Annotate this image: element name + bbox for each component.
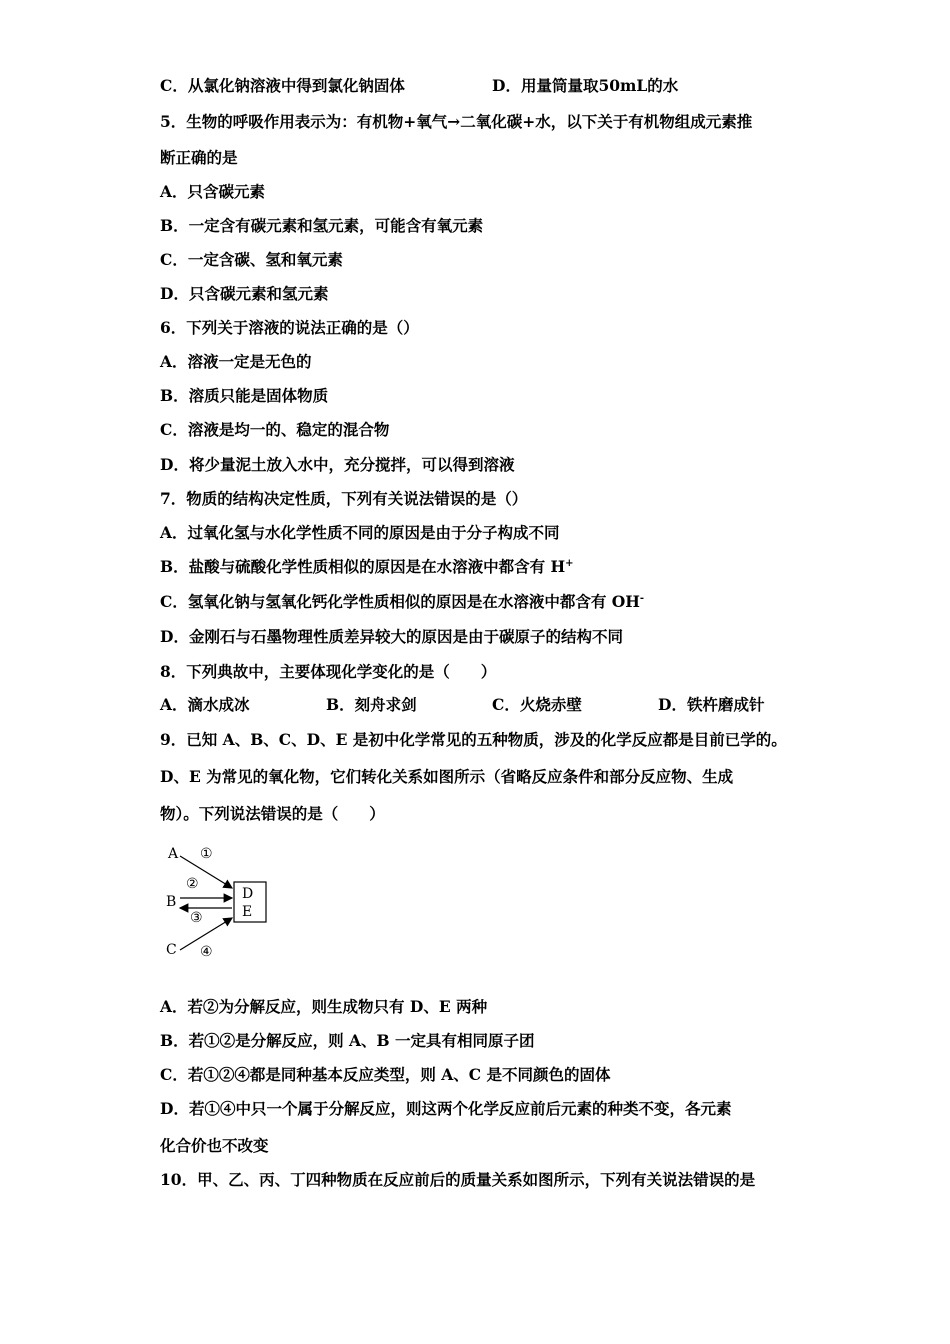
- node-e-label: E: [242, 904, 253, 920]
- q9-option-d-line2: 化合价也不改变: [160, 1136, 269, 1155]
- label-3: ③: [190, 910, 203, 926]
- q4-option-c: C．从氯化钠溶液中得到氯化钠固体: [160, 76, 405, 95]
- q9-reaction-diagram: [158, 840, 278, 970]
- q8-stem: 8．下列典故中，主要体现化学变化的是（ ）: [160, 662, 497, 681]
- q5-stem-line1: 5．生物的呼吸作用表示为：有机物+氧气→二氧化碳+水，以下关于有机物组成元素推: [160, 112, 753, 131]
- label-1: ①: [200, 846, 213, 862]
- node-c-label: C: [166, 942, 177, 958]
- q9-option-b: B．若①②是分解反应，则 A、B 一定具有相同原子团: [160, 1031, 535, 1050]
- q9-stem-line2: D、E 为常见的氧化物，它们转化关系如图所示（省略反应条件和部分反应物、生成: [160, 767, 734, 786]
- node-b-label: B: [166, 894, 177, 910]
- q7-option-c: [160, 592, 644, 612]
- q4-option-d: D．用量筒量取50mL的水: [492, 76, 679, 95]
- q7-stem: 7．物质的结构决定性质，下列有关说法错误的是（）: [160, 489, 528, 508]
- q7-option-d: D．金刚石与石墨物理性质差异较大的原因是由于碳原子的结构不同: [160, 627, 623, 646]
- q7-option-b: [160, 557, 574, 577]
- q8-option-d: D．铁杵磨成针: [658, 695, 765, 714]
- q5-option-b: B．一定含有碳元素和氢元素，可能含有氧元素: [160, 216, 484, 235]
- q8-option-c: C．火烧赤壁: [492, 695, 582, 714]
- q7-option-a: A．过氧化氢与水化学性质不同的原因是由于分子构成不同: [160, 523, 560, 542]
- q8-option-b: B．刻舟求剑: [326, 695, 417, 714]
- q7-option-c-text: C．氢氧化钠与氢氧化钙化学性质相似的原因是在水溶液中都含有 OH: [160, 592, 640, 611]
- q6-stem: 6．下列关于溶液的说法正确的是（）: [160, 318, 419, 337]
- q6-option-b: B．溶质只能是固体物质: [160, 386, 329, 405]
- q7-option-b-text: B．盐酸与硫酸化学性质相似的原因是在水溶液中都含有 H: [160, 557, 566, 576]
- q5-option-a: A．只含碳元素: [160, 182, 266, 201]
- q9-option-d: D．若①④中只一个属于分解反应，则这两个化学反应前后元素的种类不变，各元素: [160, 1099, 732, 1118]
- q6-option-a: A．溶液一定是无色的: [160, 352, 312, 371]
- node-a-label: A: [168, 846, 179, 862]
- q9-stem-line1: 9．已知 A、B、C、D、E 是初中化学常见的五种物质，涉及的化学反应都是目前已学的。: [160, 730, 787, 749]
- q7-option-b-superscript: +: [565, 557, 574, 569]
- q10-stem-line1: 10．甲、乙、丙、丁四种物质在反应前后的质量关系如图所示，下列有关说法错误的是: [160, 1170, 756, 1189]
- q5-stem-line2: 断正确的是: [160, 148, 238, 167]
- q9-stem-line3: 物）。下列说法错误的是（ ）: [160, 804, 385, 823]
- q5-option-d: D．只含碳元素和氢元素: [160, 284, 329, 303]
- q7-option-c-superscript: -: [639, 592, 645, 604]
- label-4: ④: [200, 944, 213, 960]
- label-2: ②: [186, 876, 199, 892]
- q9-option-c: C．若①②④都是同种基本反应类型，则 A、C 是不同颜色的固体: [160, 1065, 611, 1084]
- q6-option-c: C．溶液是均一的、稳定的混合物: [160, 420, 390, 439]
- q9-option-a: A．若②为分解反应，则生成物只有 D、E 两种: [160, 997, 488, 1016]
- node-d-label: D: [242, 886, 254, 902]
- q6-option-d: D．将少量泥土放入水中，充分搅拌，可以得到溶液: [160, 455, 515, 474]
- q8-option-a: A．滴水成冰: [160, 695, 250, 714]
- q5-option-c: C．一定含碳、氢和氧元素: [160, 250, 343, 269]
